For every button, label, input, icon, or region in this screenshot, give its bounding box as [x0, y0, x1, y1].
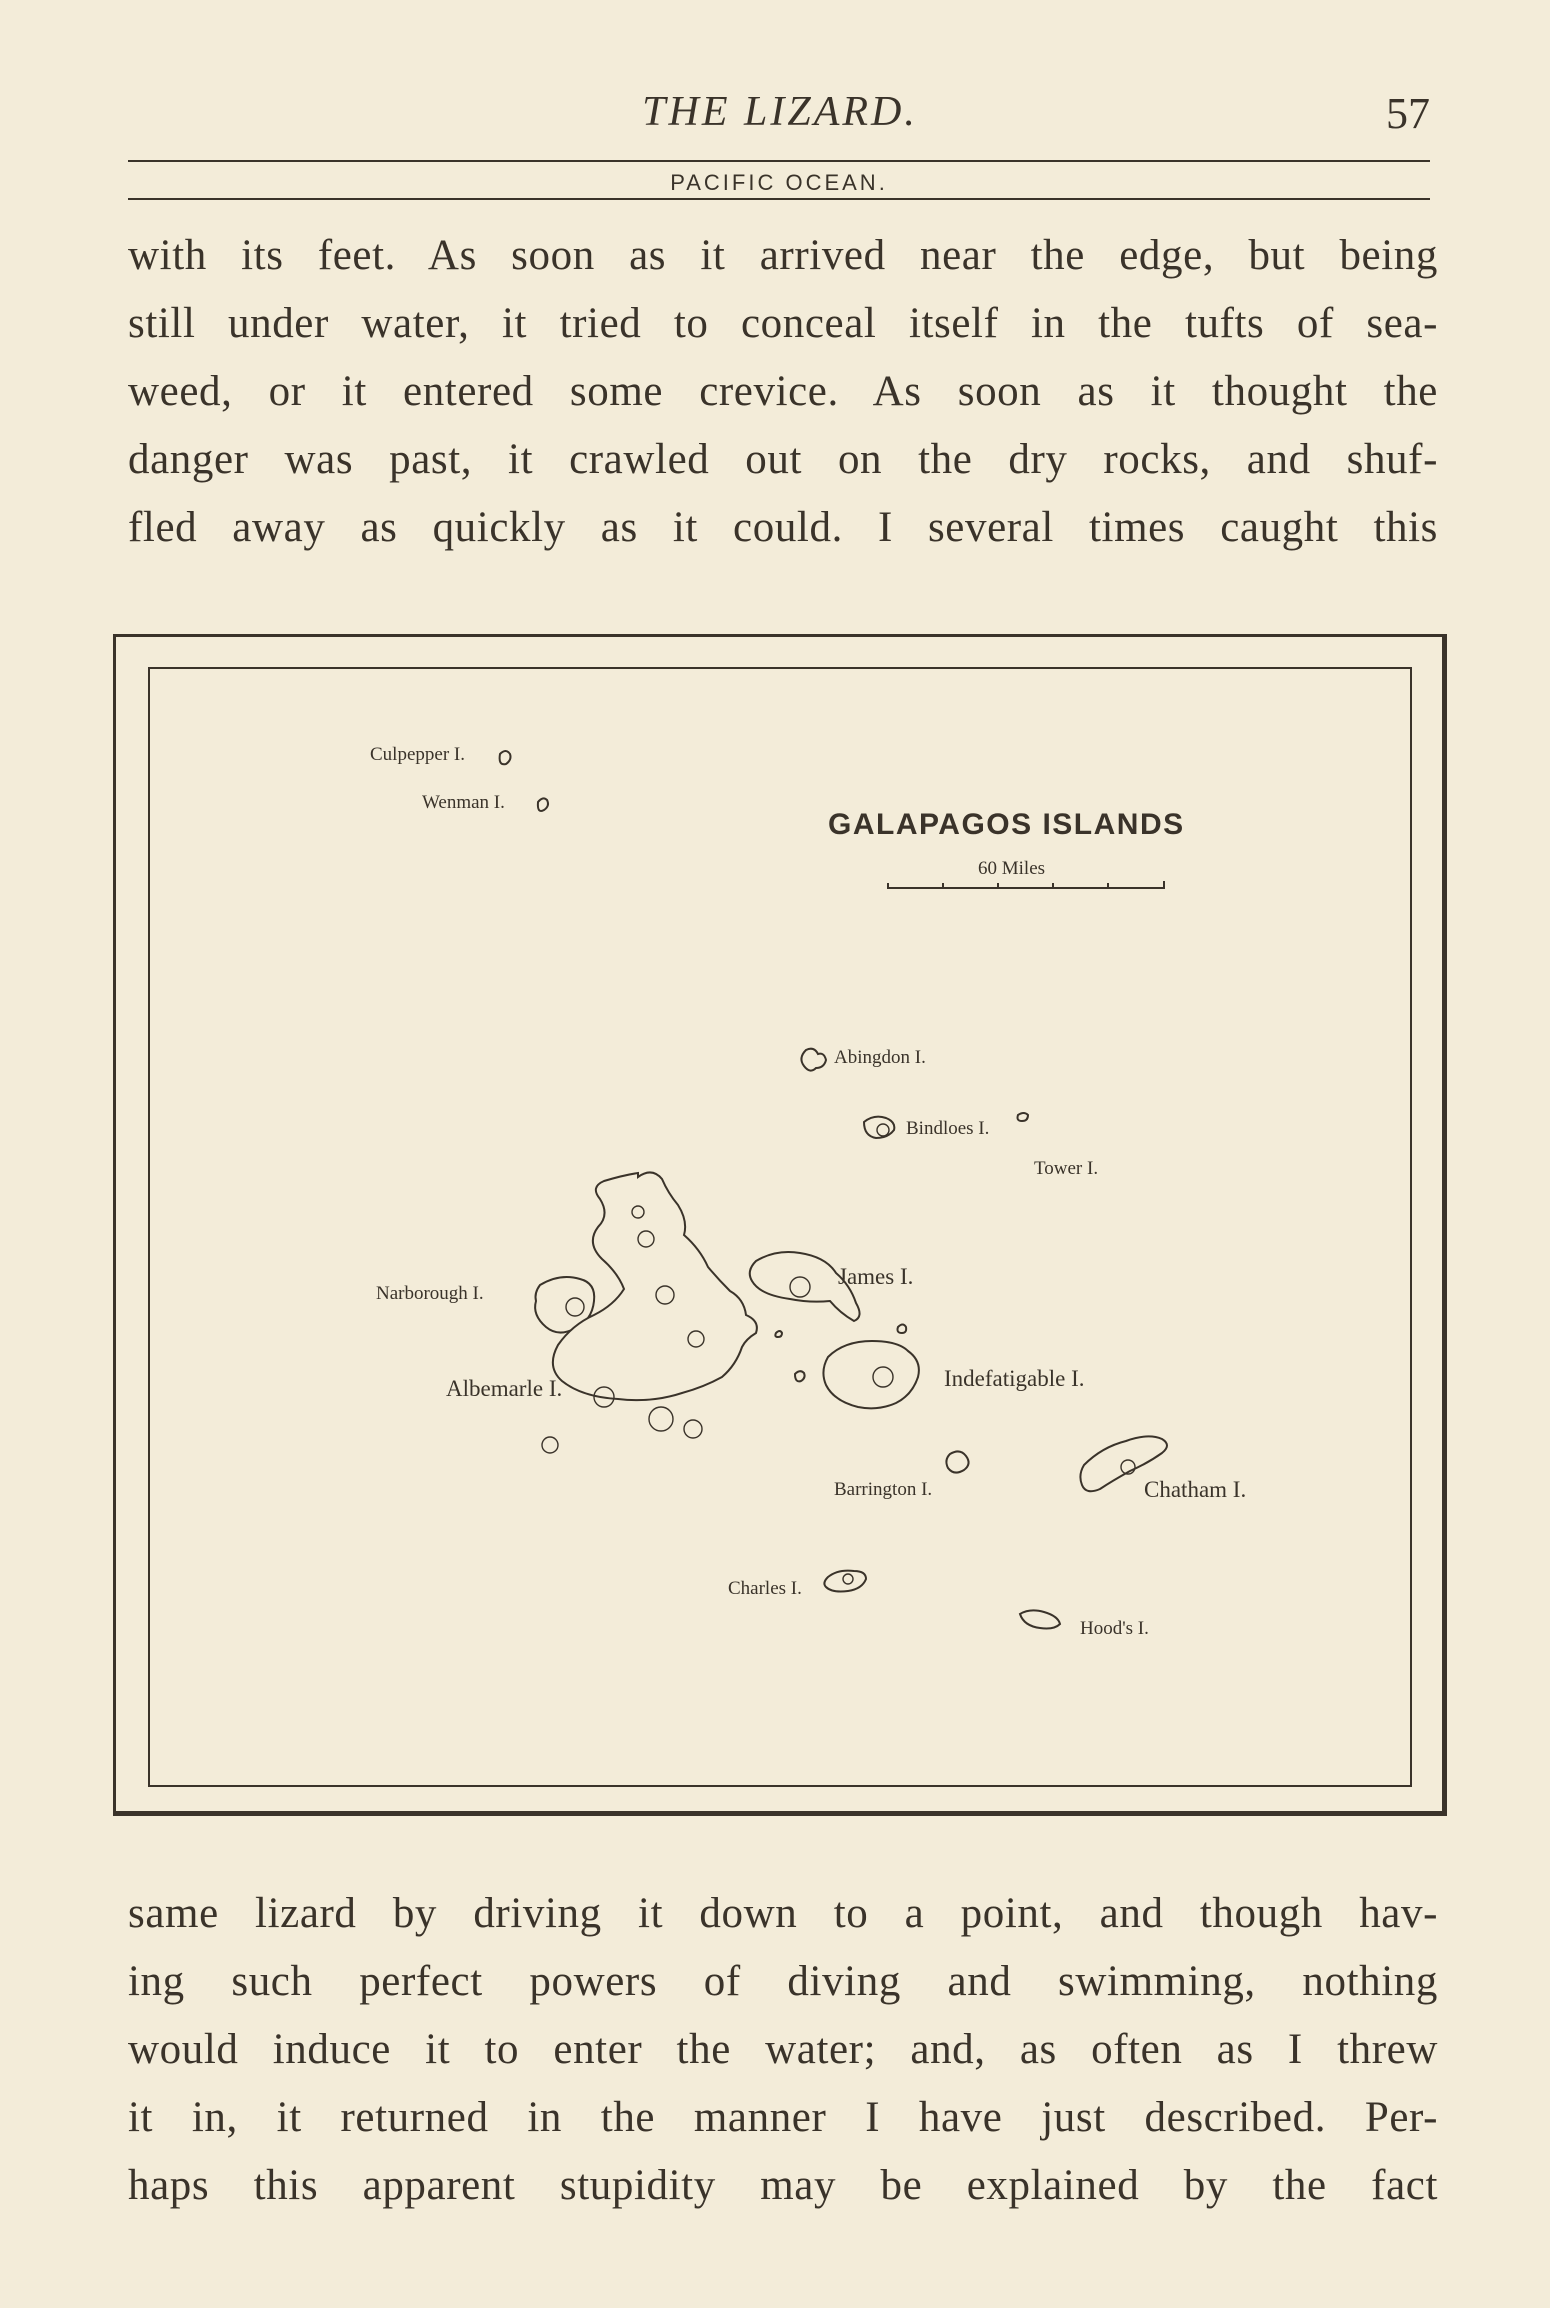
- wenman-island: [538, 798, 548, 811]
- text-line: would induce it to enter the water; and, as often as I threw: [128, 2026, 1438, 2073]
- text-line: haps this apparent stupidity may be explained by the fact: [128, 2162, 1438, 2209]
- text-line: it in, it returned in the manner I have just described. Per-: [128, 2094, 1438, 2141]
- label-barrington: Barrington I.: [834, 1479, 933, 1500]
- label-abingdon: Abingdon I.: [834, 1047, 926, 1068]
- hoods-island: [1020, 1610, 1060, 1628]
- body-text-top: [128, 222, 1438, 562]
- charles-island: [824, 1571, 866, 1592]
- label-indefatigable: Indefatigable I.: [944, 1366, 1085, 1391]
- culpepper-island: [500, 751, 511, 764]
- header-rule-lower: [128, 198, 1430, 200]
- map-title: GALAPAGOS ISLANDS: [828, 808, 1185, 841]
- text-line: fled away as quickly as it could. I several times caught this: [128, 504, 1438, 551]
- label-james: James I.: [838, 1264, 914, 1289]
- text-line: with its feet. As soon as it arrived near the edge, but being: [128, 232, 1438, 279]
- abingdon-island: [801, 1049, 826, 1071]
- galapagos-map: [148, 667, 1412, 1787]
- james-islet: [775, 1331, 782, 1337]
- map-section-label: PACIFIC OCEAN.: [670, 170, 888, 195]
- label-narborough: Narborough I.: [376, 1283, 484, 1304]
- label-wenman: Wenman I.: [422, 792, 505, 813]
- barrington-island: [946, 1451, 968, 1472]
- label-bindloes: Bindloes I.: [906, 1118, 990, 1139]
- scale-bar: [888, 881, 1164, 889]
- islet-west-indefatigable: [795, 1371, 805, 1381]
- label-albemarle: Albemarle I.: [446, 1376, 563, 1401]
- label-hoods: Hood's I.: [1080, 1618, 1149, 1639]
- header-rule: [128, 160, 1430, 162]
- text-line: danger was past, it crawled out on the dry rocks, and shuf-: [128, 436, 1438, 483]
- label-culpepper: Culpepper I.: [370, 744, 465, 765]
- indefatigable-island: [823, 1341, 918, 1408]
- text-line: ing such perfect powers of diving and swimming, nothing: [128, 1958, 1438, 2005]
- text-line: same lizard by driving it down to a point, and though hav-: [128, 1890, 1438, 1937]
- running-title: THE LIZARD.: [642, 89, 918, 135]
- label-chatham: Chatham I.: [1144, 1477, 1247, 1502]
- scale-label: 60 Miles: [978, 858, 1046, 879]
- label-charles: Charles I.: [728, 1578, 802, 1599]
- text-line: still under water, it tried to conceal itself in the tufts of sea-: [128, 300, 1438, 347]
- label-tower: Tower I.: [1034, 1158, 1099, 1179]
- body-text-bottom: [128, 1880, 1438, 2220]
- text-line: weed, or it entered some crevice. As soon as it thought the: [128, 368, 1438, 415]
- tower-island: [1018, 1113, 1029, 1121]
- page-number: 57: [1386, 89, 1430, 138]
- indefatigable-islet: [898, 1325, 907, 1334]
